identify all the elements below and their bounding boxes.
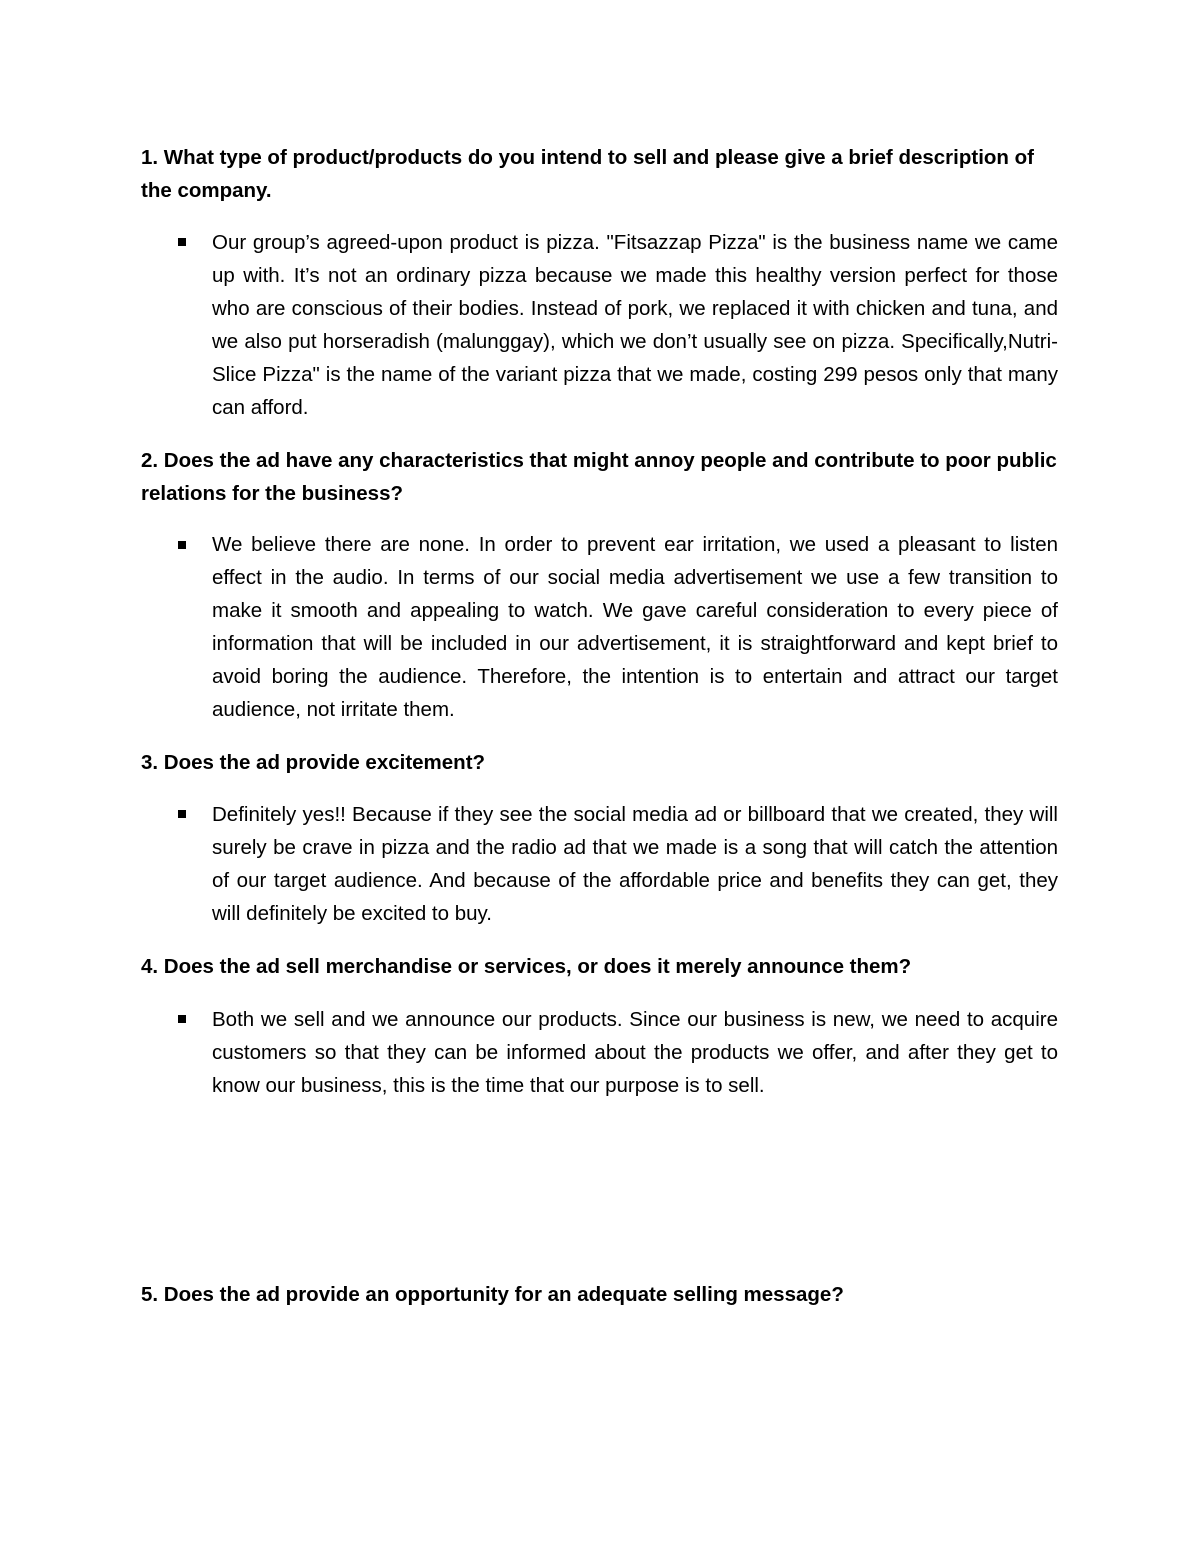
question-5: 5. Does the ad provide an opportunity for an adequate selling message? xyxy=(141,1283,844,1306)
answer-2: We believe there are none. In order to prevent ear irritation, we used a pleasant to listen effect in the audio. In terms of our social media advertisement we use a few transition to make it smooth and appealing to watch. We gave careful consideration to every piece of information that will be included in our advertisement, it is straightforward and kept brief to avoid boring the audience. Therefore, the intention is to entertain and attract our target audience, not irritate them. xyxy=(212,533,1058,721)
answer-3: Definitely yes!! Because if they see the social media ad or billboard that we created, they will surely be crave in pizza and the radio ad that we made is a song that will catch the attention of our target audience. And because of the affordable price and benefits they can get, they will definitely be excited to buy. xyxy=(212,803,1058,925)
bullet-icon xyxy=(178,810,186,818)
bullet-icon xyxy=(178,541,186,549)
answer-4: Both we sell and we announce our products. Since our business is new, we need to acquire customers so that they can be informed about the products we offer, and after they get to know our business, this is the time that our purpose is to sell. xyxy=(212,1008,1058,1097)
question-4: 4. Does the ad sell merchandise or services, or does it merely announce them? xyxy=(141,955,912,978)
answer-1: Our group’s agreed-upon product is pizza. "Fitsazzap Pizza" is the business name we came up with. It’s not an ordinary pizza because we made this healthy version perfect for those who are conscious of their bodies. Instead of pork, we replaced it with chicken and tuna, and we also put horseradish (malunggay), which we don’t usually see on pizza. Specifically,Nutri-Slice Pizza" is the name of the variant pizza that we made, costing 299 pesos only that many can afford. xyxy=(212,231,1058,419)
question-1: 1. What type of product/products do you intend to sell and please give a brief description of the company. xyxy=(141,146,1034,202)
question-2: 2. Does the ad have any characteristics that might annoy people and contribute to poor public relations for the business? xyxy=(141,449,1057,505)
bullet-icon xyxy=(178,1015,186,1023)
bullet-icon xyxy=(178,238,186,246)
question-3: 3. Does the ad provide excitement? xyxy=(141,751,486,774)
